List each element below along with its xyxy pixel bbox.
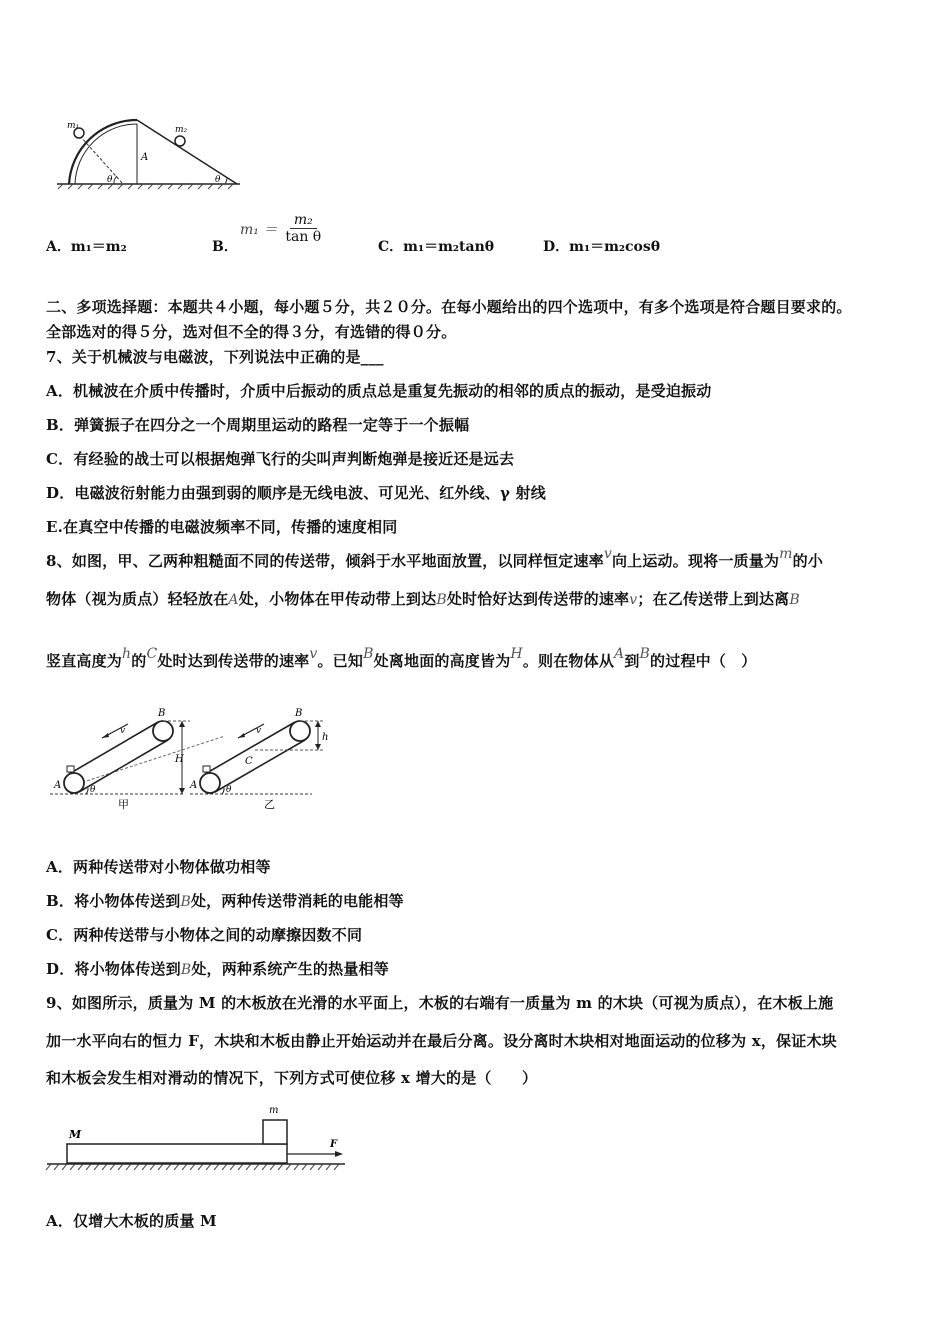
q6-option-b-label: B． (212, 239, 238, 255)
b-fraction (281, 212, 325, 245)
q8-line3: 竖直高度为h的C处时达到传送带的速率v。已知B处离地面的高度皆为H。则在物体从A到B的过程中（ ） (46, 646, 757, 670)
block-m (263, 1120, 287, 1144)
b-numerator: m₂ (290, 212, 317, 229)
q8-line2: 物体（视为质点）轻轻放在A处，小物体在甲传动带上到达B处时恰好达到传送带的速率v；在乙传送带上到达离B (46, 590, 800, 608)
label-A: A (141, 152, 149, 163)
q6-option-b-formula (240, 212, 325, 245)
svg-text:θ: θ (90, 785, 96, 795)
figure-semicircle-masses (55, 112, 245, 192)
q8-option-d: D．将小物体传送到B处，两种系统产生的热量相等 (46, 960, 389, 978)
label-m2: m₂ (175, 125, 188, 135)
q8-option-c: C．两种传送带与小物体之间的动摩擦因数不同 (46, 926, 363, 944)
q8-option-b: B．将小物体传送到B处，两种传送带消耗的电能相等 (46, 892, 404, 910)
svg-text:A: A (54, 780, 62, 791)
b-lhs: m₁ ＝ (240, 221, 278, 238)
svg-text:乙: 乙 (264, 798, 275, 811)
b-denominator: tan θ (285, 229, 322, 245)
belt-yi (189, 708, 328, 811)
q7-stem: 7、关于机械波与电磁波，下列说法中正确的是___ (46, 348, 384, 366)
label-theta-left: θ (107, 175, 113, 185)
q8-line1: 8、如图，甲、乙两种粗糙面不同的传送带，倾斜于水平地面放置，以同样恒定速率v向上运动。现将一质量为m的小 (46, 546, 824, 570)
svg-text:h: h (322, 732, 329, 743)
q7-option-c: C．有经验的战士可以根据炮弹飞行的尖叫声判断炮弹是接近还是远去 (46, 450, 515, 468)
svg-text:A: A (190, 780, 198, 791)
q8-option-a: A．两种传送带对小物体做功相等 (46, 858, 271, 876)
q6-option-c: C．m₁＝m₂tanθ (378, 239, 495, 255)
svg-text:v: v (256, 726, 262, 736)
section2-line2: 全部选对的得５分，选对但不全的得３分，有选错的得０分。 (46, 323, 457, 341)
q9-line2: 加一水平向右的恒力 F，木块和木板由静止开始运动并在最后分离。设分离时木块相对地面运动的位移为 x，保证木块 (46, 1032, 837, 1050)
svg-text:B: B (158, 708, 166, 719)
svg-text:v: v (120, 726, 126, 736)
svg-text:甲: 甲 (118, 798, 129, 811)
mass-m2 (175, 136, 185, 146)
q9-line1: 9、如图所示，质量为 M 的木板放在光滑的水平面上，木板的右端有一质量为 m 的木块（可视为质点），在木板上施 (46, 994, 834, 1012)
label-m1: m₁ (67, 121, 80, 131)
svg-text:H: H (175, 754, 184, 765)
q7-option-d: D．电磁波衍射能力由强到弱的顺序是无线电波、可见光、红外线、γ 射线 (46, 484, 546, 502)
q7-option-e: E.在真空中传播的电磁波频率不同，传播的速度相同 (46, 518, 398, 536)
svg-text:θ: θ (226, 785, 232, 795)
section2-line1: 二、多项选择题：本题共４小题，每小题５分，共２０分。在每小题给出的四个选项中，有多个选项是符合题目要求的。 (46, 298, 852, 316)
q6-option-a: A．m₁＝m₂ (46, 239, 127, 255)
figure-conveyor-belts (50, 706, 350, 816)
label-F: F (330, 1139, 338, 1150)
label-theta-right: θ (215, 175, 221, 185)
q9-line3: 和木板会发生相对滑动的情况下，下列方式可使位移 x 增大的是（ ） (46, 1069, 538, 1087)
belt-jia (50, 708, 225, 811)
q9-option-a: A．仅增大木板的质量 M (46, 1212, 217, 1230)
label-M: M (69, 1128, 82, 1141)
label-m: m (269, 1105, 279, 1116)
svg-text:C: C (245, 756, 253, 767)
figure-board-block (45, 1100, 355, 1180)
board-M (67, 1144, 287, 1163)
q7-option-a: A．机械波在介质中传播时，介质中后振动的质点总是重复先振动的相邻的质点的振动，是受迫振动 (46, 382, 712, 400)
q6-option-d: D．m₁＝m₂cosθ (543, 239, 661, 255)
q7-option-b: B．弹簧振子在四分之一个周期里运动的路程一定等于一个振幅 (46, 416, 470, 434)
svg-text:B: B (295, 708, 303, 719)
